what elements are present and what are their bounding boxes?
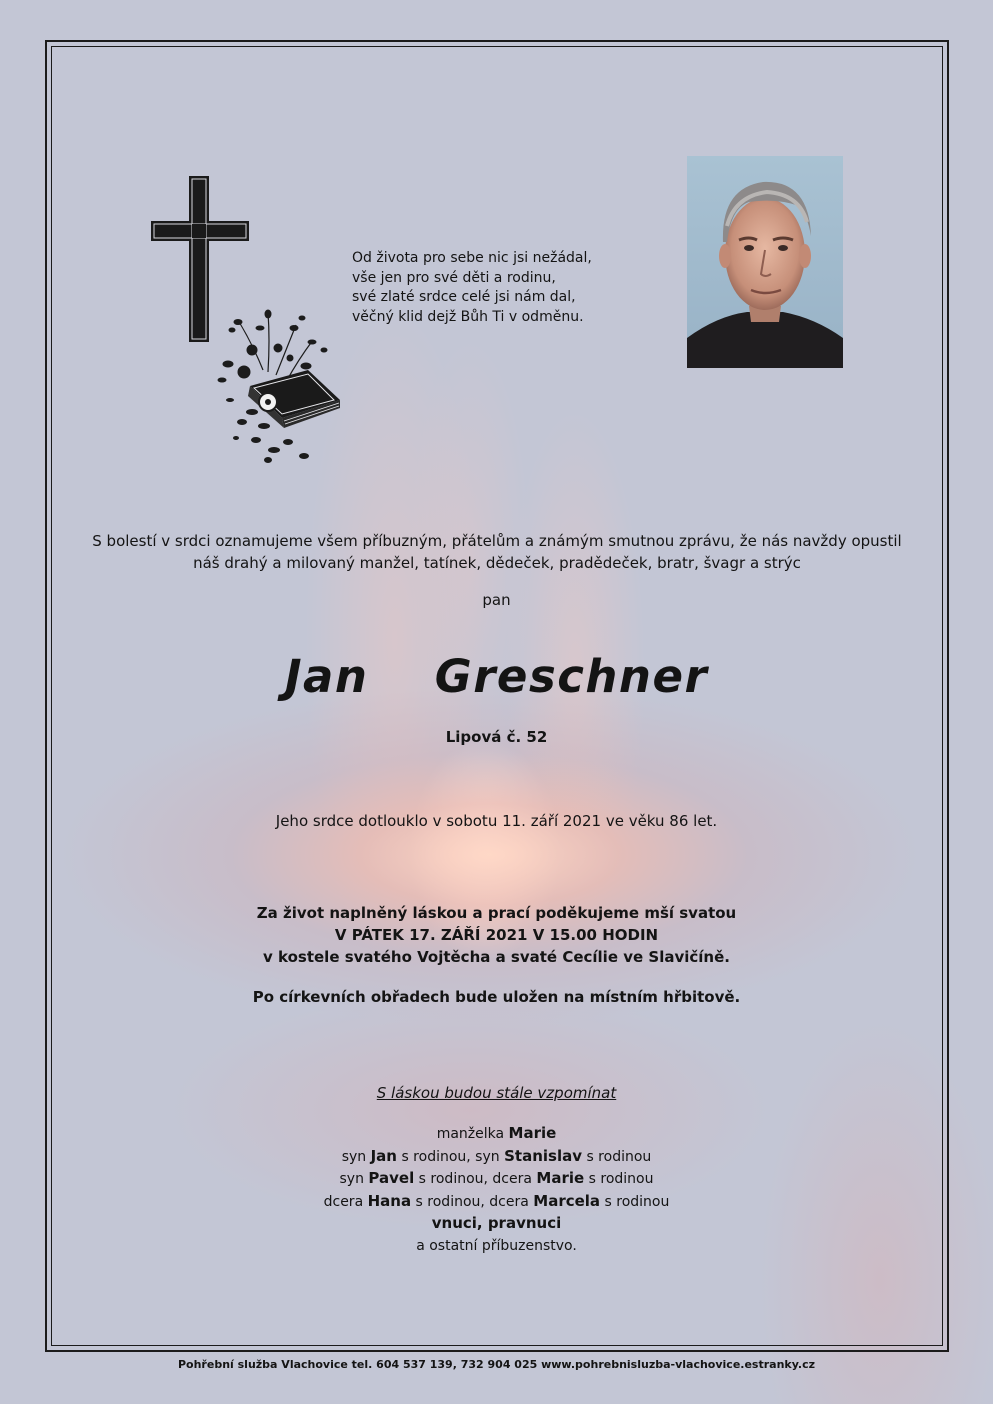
relative-name: Jan [370,1146,397,1165]
relatives-text: a ostatní příbuzenstvo. [416,1237,577,1254]
relative-name: Hana [367,1191,412,1210]
relative-name: Marie [536,1169,585,1187]
funeral-service-footer: Pohřební služba Vlachovice tel. 604 537 139, 732 904 025 www.pohrebnisluzba-vlachovice.estranky.cz [177,1358,815,1371]
relation-text: syn [339,1171,364,1187]
salutation: pan [482,591,511,609]
mass-line: Za život naplněný láskou a prací poděkujeme mší svatou [256,904,737,922]
relative-name: Marie [508,1124,557,1142]
family-row [0,1123,993,1146]
grandchildren: vnuci, pravnuci [431,1214,562,1232]
announcement-line: náš drahý a milovaný manžel, tatínek, dědeček, pradědeček, bratr, švagr a strýc [193,554,801,572]
relation-text: s rodinou [586,1148,652,1165]
poem-line: věčný klid dejž Bůh Ti v odměnu. [352,308,584,325]
mass-place: v kostele svatého Vojtěcha a svaté Cecílie ve Slavičíně. [263,948,730,966]
mass-notice [0,902,993,968]
poem [352,249,592,327]
mass-date: V PÁTEK 17. ZÁŘÍ 2021 V 15.00 HODIN [334,926,659,944]
death-notice: Jeho srdce dotlouklo v sobotu 11. září 2021 ve věku 86 let. [275,812,718,830]
relation-text: s rodinou, syn [401,1148,500,1165]
memory-heading: S láskou budou stále vzpomínat [376,1084,617,1102]
relative-name: Marcela [533,1191,601,1210]
poem-line: vše jen pro své děti a rodinu, [352,269,556,286]
relation-text: syn [341,1148,367,1165]
deceased-name: Jan Greschner [284,650,709,703]
family-row [0,1213,993,1236]
burial-notice: Po církevních obřadech bude uložen na místním hřbitově. [252,988,741,1006]
relation-text: s rodinou [588,1171,654,1187]
family-row [0,1191,993,1214]
family-row [0,1168,993,1191]
portrait-photo [687,156,843,368]
relation-text: s rodinou, dcera [415,1193,529,1210]
poem-line: Od života pro sebe nic jsi nežádal, [352,250,592,266]
relative-name: Pavel [368,1169,415,1187]
relation-text: manželka [436,1126,505,1142]
bible-bouquet-icon [208,300,348,470]
relative-name: Stanislav [504,1146,582,1165]
relation-text: dcera [323,1193,364,1210]
announcement-line: S bolestí v srdci oznamujeme všem příbuzným, přátelům a známým smutnou zprávu, že nás navždy opustil [92,532,902,550]
family-list [0,1123,993,1257]
announcement [90,530,904,574]
relation-text: s rodinou, dcera [418,1171,532,1187]
poem-line: své zlaté srdce celé jsi nám dal, [352,289,576,305]
relation-text: s rodinou [604,1193,670,1210]
family-row [0,1236,993,1258]
address: Lipová č. 52 [445,728,548,746]
family-row [0,1146,993,1169]
